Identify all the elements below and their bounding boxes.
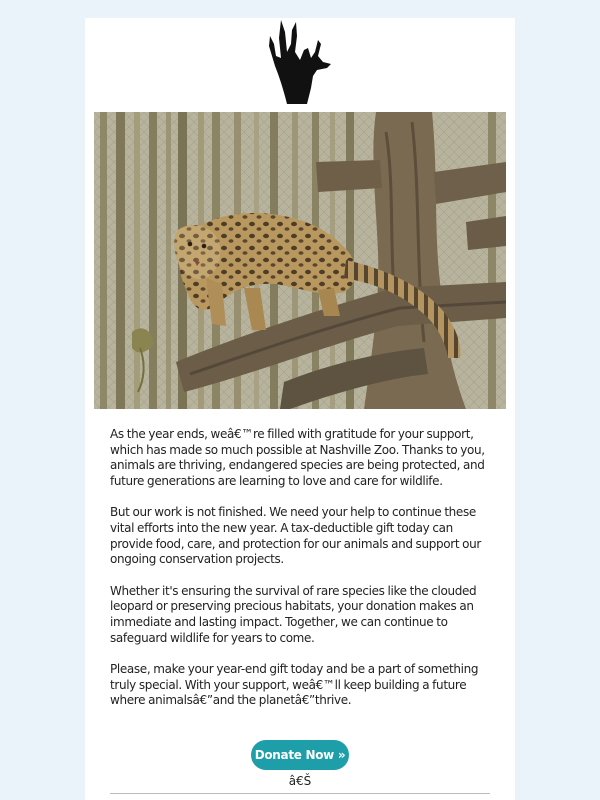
hero-image [94, 112, 506, 409]
footer-encoding-glyph: â€Š [288, 774, 312, 788]
body-paragraph-1: As the year ends, weâ€™re filled with gratitude for your support, which has made so much possible at Nashville Zoo. Thanks to you, animals are thriving, endangered species are being protected, and future generations are learning to love and care for wildlife. [110, 427, 485, 488]
clouded-leopard-photo [94, 112, 506, 409]
body-paragraph-2: But our work is not finished. We need your help to continue these vital efforts into the new year. A tax-deductible gift today can provide food, care, and protection for our animals and support our ongoing conservation projects. [110, 505, 481, 567]
email-body-copy [110, 427, 495, 725]
body-paragraph-3: Whether it's ensuring the survival of rare species like the clouded leopard or preserving precious habitats, your donation makes an immediate and lasting impact. Together, we can continue to safeguard wildlife for years to come. [110, 583, 477, 645]
nashville-zoo-logo-icon[interactable] [267, 18, 333, 106]
donate-now-button[interactable]: Donate Now » [251, 740, 349, 770]
email-card [85, 18, 515, 800]
footer-divider [110, 793, 490, 794]
body-paragraph-4: Please, make your year-end gift today and be a part of something truly special. With your support, weâ€™ll keep building a future where animalsâ€”and the planetâ€”thrive. [110, 662, 479, 708]
